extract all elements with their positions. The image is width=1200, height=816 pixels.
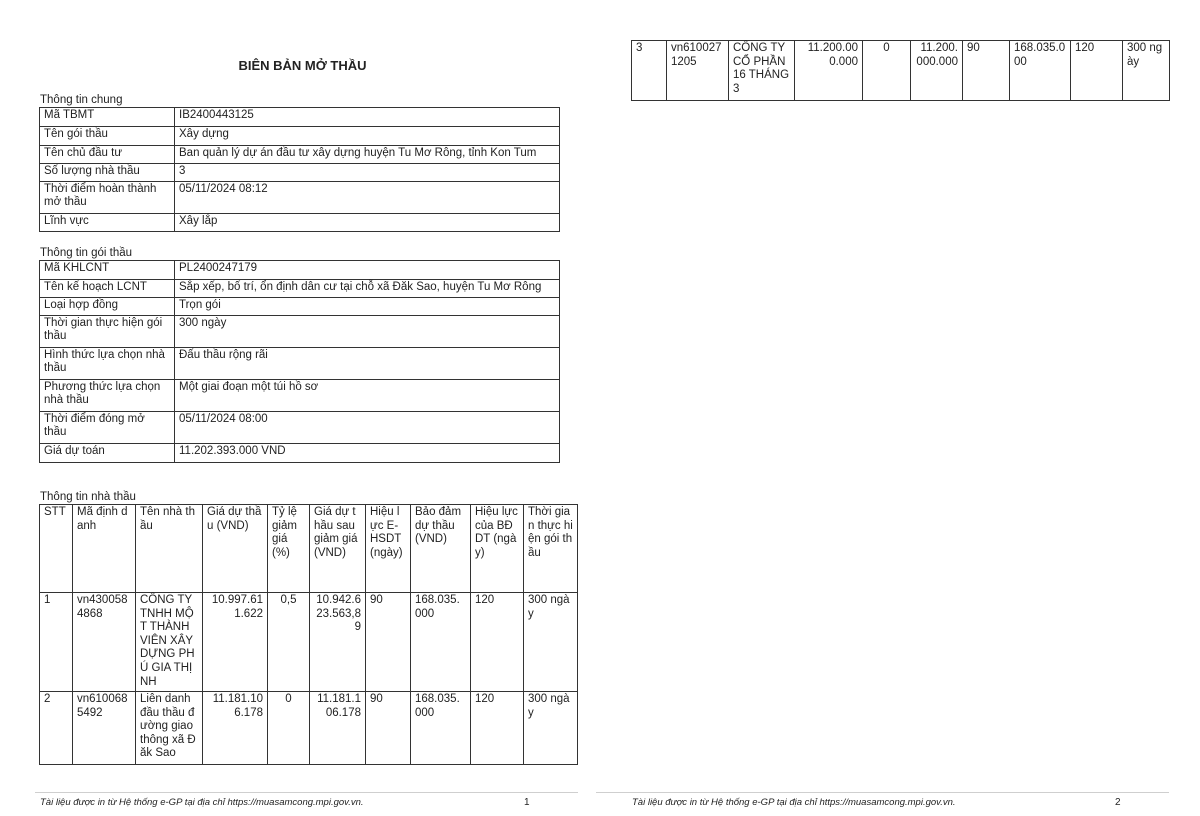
general-label: Số lượng nhà thầu: [40, 164, 175, 182]
footer-note: Tài liệu được in từ Hệ thống e-GP tại địa chỉ https://muasamcong.mpi.gov.vn.: [40, 797, 364, 808]
duration-cell: 300 ngày: [524, 593, 578, 692]
general-value: 3: [175, 164, 560, 182]
stt-cell: 3: [632, 41, 667, 101]
table-row: [632, 41, 1170, 101]
validity-cell: 90: [963, 41, 1010, 101]
package-label: Thời điểm đóng mở thầu: [40, 412, 175, 444]
table-row: [40, 593, 578, 692]
package-label: Hình thức lựa chọn nhà thầu: [40, 348, 175, 380]
discount-cell: 0: [863, 41, 911, 101]
page-number: 1: [524, 797, 530, 808]
package-label: Giá dự toán: [40, 444, 175, 463]
general-value: 05/11/2024 08:12: [175, 182, 560, 214]
column-header: Tên nhà thầu: [136, 505, 203, 593]
package-row-duration: [40, 316, 560, 348]
general-label: Lĩnh vực: [40, 214, 175, 232]
bidder-id-cell: vn4300584868: [73, 593, 136, 692]
general-value: Xây dựng: [175, 127, 560, 146]
general-row-opening-complete: [40, 182, 560, 214]
package-row-khlcnt: [40, 261, 560, 280]
discounted-price-cell: 10.942.623.563,89: [310, 593, 366, 692]
package-row-contract-type: [40, 298, 560, 316]
package-row-selection-form: [40, 348, 560, 380]
bid-price-cell: 11.181.106.178: [203, 692, 268, 765]
package-value: Sắp xếp, bố trí, ổn định dân cư tại chỗ xã Đăk Sao, huyện Tu Mơ Rông: [175, 280, 560, 298]
column-header: Tỷ lệ giảm giá (%): [268, 505, 310, 593]
discounted-price-cell: 11.181.106.178: [310, 692, 366, 765]
package-label: Phương thức lựa chọn nhà thầu: [40, 380, 175, 412]
validity-cell: 90: [366, 692, 411, 765]
general-info-table: [39, 107, 560, 232]
column-header: Bảo đảm dự thầu (VND): [411, 505, 471, 593]
package-value: Một giai đoạn một túi hồ sơ: [175, 380, 560, 412]
column-header: STT: [40, 505, 73, 593]
discounted-price-cell: 11.200.000.000: [911, 41, 963, 101]
bidder-id-cell: vn6100271205: [667, 41, 729, 101]
general-info-heading: Thông tin chung: [40, 94, 123, 106]
package-value: 11.202.393.000 VND: [175, 444, 560, 463]
general-row-field: [40, 214, 560, 232]
bidder-header-row: [40, 505, 578, 593]
bidder-info-heading: Thông tin nhà thầu: [40, 491, 136, 503]
general-row-investor: [40, 146, 560, 164]
package-row-closing-time: [40, 412, 560, 444]
footer-divider: [35, 792, 578, 793]
package-row-plan-name: [40, 280, 560, 298]
bidder-table: [39, 504, 578, 765]
package-label: Mã KHLCNT: [40, 261, 175, 280]
validity-cell: 90: [366, 593, 411, 692]
footer-note: Tài liệu được in từ Hệ thống e-GP tại địa chỉ https://muasamcong.mpi.gov.vn.: [632, 797, 956, 808]
general-label: Mã TBMT: [40, 108, 175, 127]
guarantee-validity-cell: 120: [471, 593, 524, 692]
bidder-name-cell: CÔNG TY CỔ PHẦN 16 THÁNG 3: [729, 41, 795, 101]
stt-cell: 2: [40, 692, 73, 765]
column-header: Giá dự thầu sau giảm giá (VND): [310, 505, 366, 593]
column-header: Thời gian thực hiện gói thầu: [524, 505, 578, 593]
page-number: 2: [1115, 797, 1121, 808]
duration-cell: 300 ngày: [524, 692, 578, 765]
table-row: [40, 692, 578, 765]
package-value: Đấu thầu rộng rãi: [175, 348, 560, 380]
package-label: Tên kế hoạch LCNT: [40, 280, 175, 298]
column-header: Mã định danh: [73, 505, 136, 593]
page-1: [0, 0, 590, 816]
general-label: Tên gói thầu: [40, 127, 175, 146]
guarantee-cell: 168.035.000: [411, 593, 471, 692]
general-label: Thời điểm hoàn thành mở thầu: [40, 182, 175, 214]
general-value: IB2400443125: [175, 108, 560, 127]
column-header: Hiệu lực E-HSDT (ngày): [366, 505, 411, 593]
package-row-selection-method: [40, 380, 560, 412]
package-info-heading: Thông tin gói thầu: [40, 247, 133, 259]
bidder-name-cell: CÔNG TY TNHH MỘT THÀNH VIÊN XÂY DỰNG PHÚ GIA THỊNH: [136, 593, 203, 692]
bid-price-cell: 10.997.611.622: [203, 593, 268, 692]
bidder-table-continued: [631, 40, 1170, 101]
column-header: Giá dự thầu (VND): [203, 505, 268, 593]
general-row-tbmt: [40, 108, 560, 127]
stt-cell: 1: [40, 593, 73, 692]
footer-divider: [596, 792, 1169, 793]
column-header: Hiệu lực của BĐ DT (ngày): [471, 505, 524, 593]
guarantee-validity-cell: 120: [1071, 41, 1123, 101]
document-title: BIÊN BẢN MỞ THẦU: [238, 58, 367, 73]
general-value: Ban quản lý dự án đầu tư xây dựng huyện Tu Mơ Rông, tỉnh Kon Tum: [175, 146, 560, 164]
package-row-estimate: [40, 444, 560, 463]
package-value: PL2400247179: [175, 261, 560, 280]
bidder-id-cell: vn6100685492: [73, 692, 136, 765]
guarantee-cell: 168.035.000: [411, 692, 471, 765]
package-value: 05/11/2024 08:00: [175, 412, 560, 444]
discount-cell: 0,5: [268, 593, 310, 692]
general-row-package-name: [40, 127, 560, 146]
general-label: Tên chủ đầu tư: [40, 146, 175, 164]
package-label: Thời gian thực hiện gói thầu: [40, 316, 175, 348]
general-row-bidder-count: [40, 164, 560, 182]
package-info-table: [39, 260, 560, 463]
package-value: Trọn gói: [175, 298, 560, 316]
general-value: Xây lắp: [175, 214, 560, 232]
bid-price-cell: 11.200.000.000: [795, 41, 863, 101]
guarantee-validity-cell: 120: [471, 692, 524, 765]
page-2: [596, 0, 1200, 816]
package-label: Loại hợp đồng: [40, 298, 175, 316]
bidder-name-cell: Liên danh đầu thầu đường giao thông xã Đăk Sao: [136, 692, 203, 765]
duration-cell: 300 ngày: [1123, 41, 1170, 101]
guarantee-cell: 168.035.000: [1010, 41, 1071, 101]
package-value: 300 ngày: [175, 316, 560, 348]
discount-cell: 0: [268, 692, 310, 765]
